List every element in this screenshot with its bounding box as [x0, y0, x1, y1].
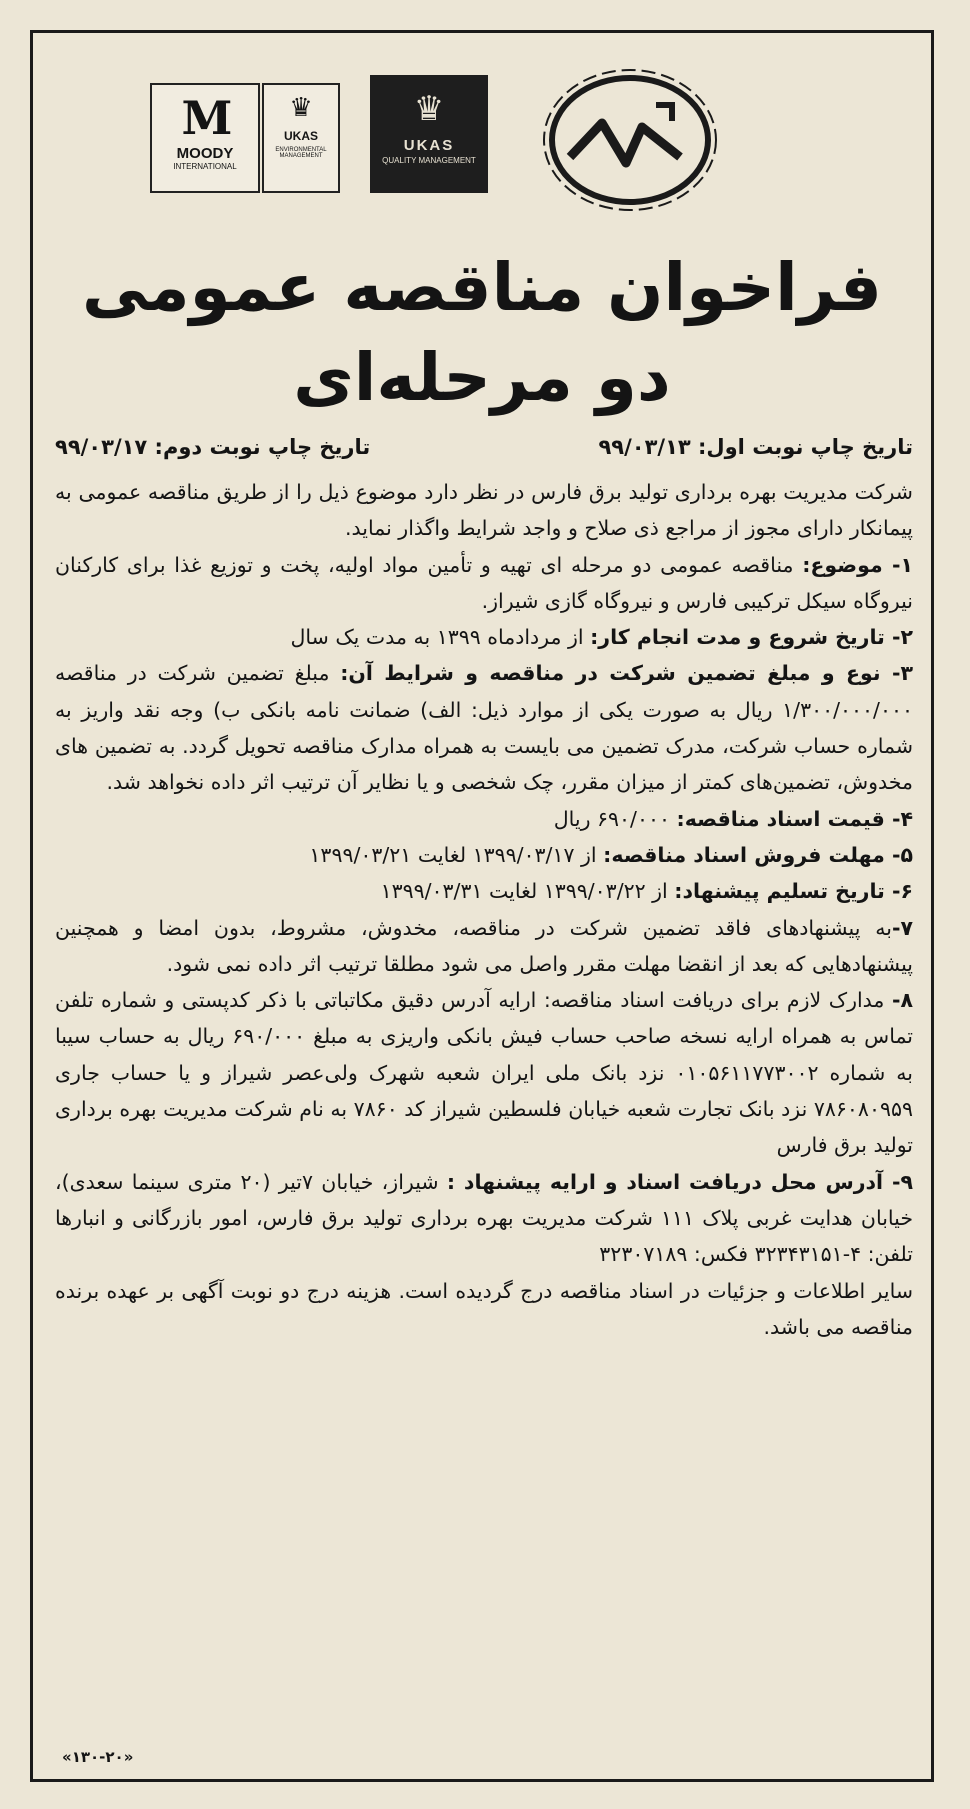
item-3 — [55, 655, 913, 800]
moody-mark: M — [181, 91, 229, 145]
logo-bar — [150, 75, 830, 225]
item-9 — [55, 1164, 913, 1273]
moody-international-logo — [150, 83, 260, 193]
item-label: ۸- — [891, 988, 913, 1013]
item-label: ۶- تاریخ تسلیم پیشنهاد: — [674, 879, 913, 904]
item-text: به پیشنهادهای فاقد تضمین شرکت در مناقصه، مخدوش، مشروط، بدون امضا و همچنین پیشنهادهایی که بعد از انقضا مهلت مقرر واصل می شود مطلقا ترتیب اثر داده نمی شود. — [55, 915, 913, 976]
first-print-date: تاریخ چاپ نوبت اول: ۹۹/۰۳/۱۳ — [598, 435, 913, 459]
crown-icon: ♛ — [289, 93, 313, 123]
ukas-name: UKAS — [283, 129, 318, 143]
item-7 — [55, 910, 913, 983]
ukas-name: UKAS — [403, 137, 455, 154]
item-8 — [55, 982, 913, 1163]
item-text: از ۱۳۹۹/۰۳/۱۷ لغایت ۱۳۹۹/۰۳/۲۱ — [309, 842, 597, 867]
item-label: ۴- قیمت اسناد مناقصه: — [676, 806, 913, 831]
item-2 — [55, 619, 913, 655]
intro-paragraph: شرکت مدیریت بهره برداری تولید برق فارس در نظر دارد موضوع ذیل را از طریق مناقصه عمومی به پیمانکار دارای مجوز از مراجع ذی صلاح و واجد شرایط واگذار نماید. — [55, 480, 913, 541]
item-text: ۶۹۰/۰۰۰ ریال — [553, 806, 670, 831]
item-label: ۹- آدرس محل دریافت اسناد و ارایه پیشنهاد : — [446, 1169, 913, 1194]
ukas-sub: ENVIRONMENTAL MANAGEMENT — [275, 147, 327, 159]
ukas-sub: QUALITY MANAGEMENT — [382, 156, 476, 165]
item-1 — [55, 547, 913, 620]
print-dates — [55, 435, 913, 467]
item-label: ۱- موضوع: — [802, 552, 913, 577]
company-logo-icon — [530, 65, 730, 215]
tender-title: فراخوان مناقصه عمومی — [82, 249, 882, 326]
ukas-environmental-logo — [262, 83, 340, 193]
item-text: شیراز، خیابان ۷تیر (۲۰ متری سینما سعدی)، خیابان هدایت غربی پلاک ۱۱۱ شرکت مدیریت بهره برداری تولید برق فارس، امور بازرگانی و انبارها تلفن: ۴-۳۲۳۴۳۱۵۱ فکس: ۳۲۳۰۷۱۸۹ — [55, 1169, 914, 1267]
tender-subtitle: دو مرحله‌ای — [293, 339, 671, 416]
item-4 — [55, 801, 913, 837]
moody-name: MOODY — [176, 145, 234, 162]
tender-body — [55, 474, 913, 1345]
item-text: مدارک لازم برای دریافت اسناد مناقصه: ارایه آدرس دقیق مکاتباتی با ذکر کدپستی و شماره تلفن تماس به همراه ارایه نسخه صاحب حساب فیش بانکی واریزی به مبلغ ۶۹۰/۰۰۰ ریال به حساب سیبا به شماره ۰۱۰۵۶۱۱۷۷۳۰۰۲ نزد بانک ملی ایران شعبه شهرک ولی‌عصر شیراز و یا حساب جاری ۷۸۶۰۸۰۹۵۹ نزد بانک تجارت شعبه خیابان فلسطین شیراز کد ۷۸۶۰ به نام شرکت مدیریت بهره برداری تولید برق فارس — [55, 988, 913, 1158]
item-text: مناقصه عمومی دو مرحله ای تهیه و تأمین مواد اولیه، پخت و توزیع غذا برای کارکنان نیروگاه سیکل ترکیبی فارس و نیروگاه گازی شیراز. — [55, 552, 913, 613]
moody-sub: INTERNATIONAL — [173, 162, 237, 171]
second-print-date: تاریخ چاپ نوبت دوم: ۹۹/۰۳/۱۷ — [55, 435, 371, 459]
crown-icon: ♛ — [413, 89, 445, 129]
item-label: ۳- نوع و مبلغ تضمین شرکت در مناقصه و شرایط آن: — [340, 661, 913, 686]
item-6 — [55, 873, 913, 909]
item-label: ۵- مهلت فروش اسناد مناقصه: — [603, 842, 913, 867]
closing-paragraph: سایر اطلاعات و جزئیات در اسناد مناقصه درج گردیده است. هزینه درج دو نوبت آگهی بر عهده برنده مناقصه می باشد. — [55, 1278, 913, 1339]
item-label: ۷- — [891, 915, 913, 940]
item-label: ۲- تاریخ شروع و مدت انجام کار: — [590, 625, 913, 650]
ad-code: «۱۳۰-۲۰» — [62, 1748, 134, 1766]
item-5 — [55, 837, 913, 873]
item-text: مبلغ تضمین شرکت در مناقصه ۱/۳۰۰/۰۰۰/۰۰۰ ریال به صورت یکی از موارد ذیل: الف) ضمانت نامه بانکی ب) وجه نقد واریز به شماره حساب شرکت، مدرک تضمین می بایست به همراه مدارک مناقصه تحویل گردد. به تضمین های مخدوش، تضمین‌های کمتر از میزان مقرر، چک شخصی و یا نظایر آن ترتیب اثر داده نخواهد شد. — [55, 661, 913, 795]
item-text: از ۱۳۹۹/۰۳/۲۲ لغایت ۱۳۹۹/۰۳/۳۱ — [380, 879, 668, 904]
ukas-quality-logo — [370, 75, 488, 193]
item-text: از مردادماه ۱۳۹۹ به مدت یک سال — [290, 625, 584, 650]
